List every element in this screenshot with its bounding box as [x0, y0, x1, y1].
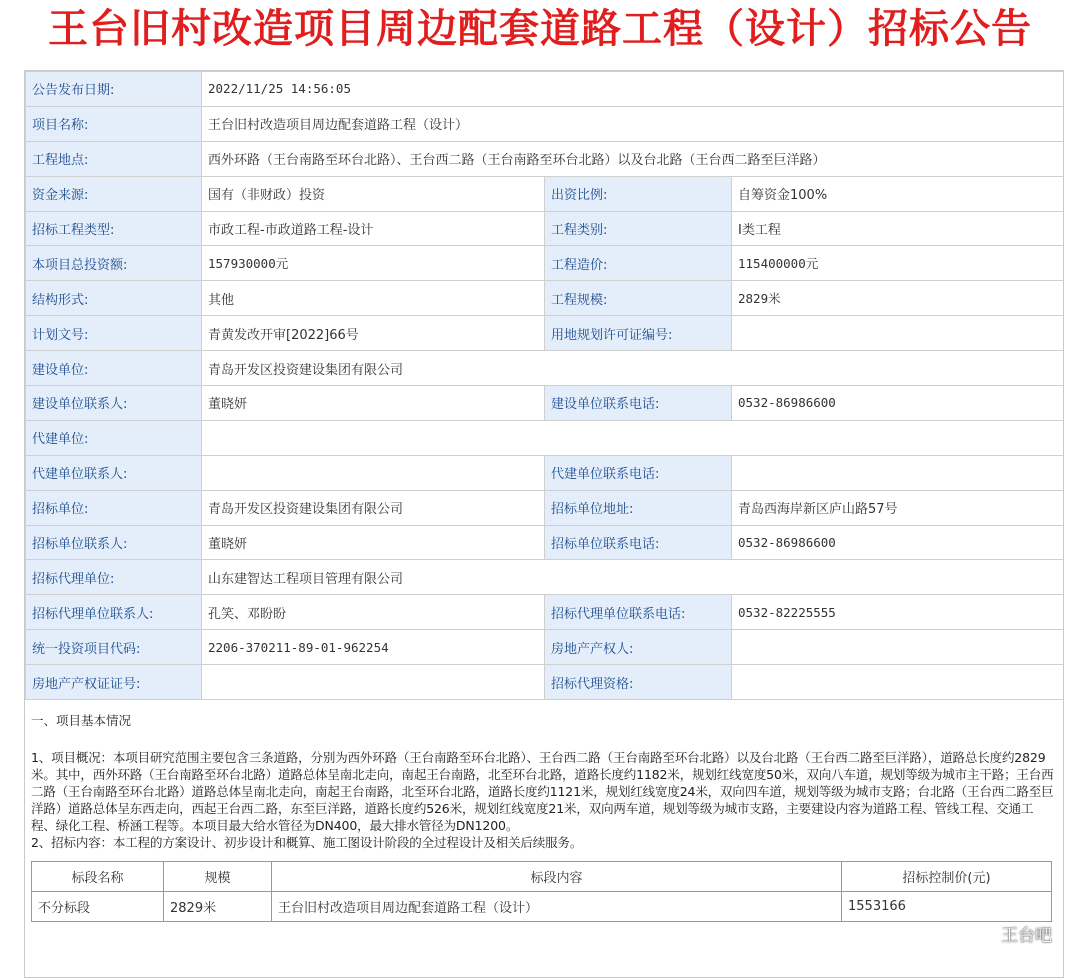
- bid-cell-price: 1553166: [842, 892, 1052, 922]
- info-row: [26, 176, 1065, 211]
- field-label: 招标单位联系人:: [26, 525, 202, 560]
- field-value: 孔笑、邓盼盼: [202, 595, 545, 630]
- field-value: 115400000元: [732, 246, 1065, 281]
- field-label: 结构形式:: [26, 281, 202, 316]
- info-row: [26, 106, 1065, 141]
- field-value: 市政工程-市政道路工程-设计: [202, 211, 545, 246]
- field-value: 董晓妍: [202, 525, 545, 560]
- field-value: 青岛西海岸新区庐山路57号: [732, 490, 1065, 525]
- field-value: 2022/11/25 14:56:05: [202, 72, 1065, 107]
- info-row: [26, 281, 1065, 316]
- field-value: 157930000元: [202, 246, 545, 281]
- field-value: 青黄发改开审[2022]66号: [202, 316, 545, 351]
- project-overview-section: [25, 700, 1063, 851]
- field-label: 本项目总投资额:: [26, 246, 202, 281]
- info-row: [26, 72, 1065, 107]
- section-heading: 一、项目基本情况: [31, 713, 132, 729]
- field-label: 招标工程类型:: [26, 211, 202, 246]
- field-label: 工程地点:: [26, 141, 202, 176]
- field-label: 计划文号:: [26, 316, 202, 351]
- field-value: 0532-86986600: [732, 386, 1065, 421]
- field-label: 房地产产权证证号:: [26, 665, 202, 700]
- info-row: [26, 386, 1065, 421]
- page-title: 王台旧村改造项目周边配套道路工程（设计）招标公告: [48, 6, 1032, 52]
- wechat-icon: [975, 924, 997, 942]
- field-value: 2206-370211-89-01-962254: [202, 630, 545, 665]
- field-value: 自筹资金100%: [732, 176, 1065, 211]
- field-value: 西外环路（王台南路至环台北路）、王台西二路（王台南路至环台北路）以及台北路（王台西二路至巨洋路）: [202, 141, 1065, 176]
- bid-header-scale: 规模: [164, 862, 272, 892]
- field-label: 工程类别:: [545, 211, 732, 246]
- field-label: 招标单位联系电话:: [545, 525, 732, 560]
- field-value: 王台旧村改造项目周边配套道路工程（设计）: [202, 106, 1065, 141]
- field-value: 国有（非财政）投资: [202, 176, 545, 211]
- field-value: 青岛开发区投资建设集团有限公司: [202, 490, 545, 525]
- bid-table-row: [32, 892, 1052, 922]
- field-label: 出资比例:: [545, 176, 732, 211]
- field-value: [732, 665, 1065, 700]
- field-label: 招标代理单位联系电话:: [545, 595, 732, 630]
- bid-table-header-row: [32, 862, 1052, 892]
- bid-header-name: 标段名称: [32, 862, 164, 892]
- field-value: Ⅰ类工程: [732, 211, 1065, 246]
- field-value: 0532-86986600: [732, 525, 1065, 560]
- field-value: 0532-82225555: [732, 595, 1065, 630]
- field-value: 2829米: [732, 281, 1065, 316]
- bid-header-content: 标段内容: [272, 862, 842, 892]
- field-label: 建设单位联系人:: [26, 386, 202, 421]
- info-row: [26, 525, 1065, 560]
- info-row: [26, 316, 1065, 351]
- bid-cell-name: 不分标段: [32, 892, 164, 922]
- field-value: 其他: [202, 281, 545, 316]
- info-row: [26, 560, 1065, 595]
- field-value: [732, 630, 1065, 665]
- field-value: 董晓妍: [202, 386, 545, 421]
- field-value: 山东建智达工程项目管理有限公司: [202, 560, 1065, 595]
- field-value: [202, 455, 545, 490]
- info-row: [26, 351, 1065, 386]
- field-label: 建设单位联系电话:: [545, 386, 732, 421]
- info-table: [25, 71, 1064, 700]
- field-label: 招标单位:: [26, 490, 202, 525]
- info-row: [26, 420, 1065, 455]
- bid-cell-content: 王台旧村改造项目周边配套道路工程（设计）: [272, 892, 842, 922]
- info-row: [26, 141, 1065, 176]
- bid-cell-scale: 2829米: [164, 892, 272, 922]
- watermark: [975, 922, 1052, 944]
- info-row: [26, 211, 1065, 246]
- field-label: 招标代理单位:: [26, 560, 202, 595]
- watermark-text: 王台吧: [1001, 925, 1052, 946]
- field-value: [732, 316, 1065, 351]
- field-label: 工程造价:: [545, 246, 732, 281]
- bid-section-table: [31, 861, 1052, 922]
- field-value: [202, 420, 1065, 455]
- info-row: [26, 246, 1065, 281]
- field-label: 招标代理资格:: [545, 665, 732, 700]
- field-label: 招标代理单位联系人:: [26, 595, 202, 630]
- field-label: 代建单位联系人:: [26, 455, 202, 490]
- field-value: 青岛开发区投资建设集团有限公司: [202, 351, 1065, 386]
- field-label: 房地产产权人:: [545, 630, 732, 665]
- info-row: [26, 490, 1065, 525]
- field-label: 代建单位联系电话:: [545, 455, 732, 490]
- field-label: 统一投资项目代码:: [26, 630, 202, 665]
- info-row: [26, 665, 1065, 700]
- field-label: 工程规模:: [545, 281, 732, 316]
- bid-content-paragraph: 2、招标内容：本工程的方案设计、初步设计和概算、施工图设计阶段的全过程设计及相关后续服务。: [31, 835, 583, 851]
- field-label: 招标单位地址:: [545, 490, 732, 525]
- bid-header-price: 招标控制价(元): [842, 862, 1052, 892]
- field-label: 代建单位:: [26, 420, 202, 455]
- info-row: [26, 595, 1065, 630]
- announcement-frame: [24, 70, 1064, 978]
- info-row: [26, 630, 1065, 665]
- field-value: [202, 665, 545, 700]
- field-label: 公告发布日期:: [26, 72, 202, 107]
- project-overview-paragraph: 1、项目概况：本项目研究范围主要包含三条道路，分别为西外环路（王台南路至环台北路）、王台西二路（王台南路至环台北路）以及台北路（王台西二路至巨洋路），道路总长度约2829米。其中，西外环路（王台南路至环台北路）道路总体呈南北走向，南起王台南路，北至环台北路，道路长度约1182米，规划红线宽度50米，双向八车道，规划等级为城市主干路；王台西二路（王台南路至环台北路）道路总体呈南北走向，南起王台南路，北至环台北路，道路长度约1121米，规划红线宽度24米，双向四车道，规划等级为城市支路；台北路（王台西二路至巨洋路）道路总体呈东西走向，西起王台西二路，东至巨洋路，道路长度约526米，规划红线宽度21米，双向两车道，规划等级为城市支路，主要建设内容为道路工程、管线工程、交通工程、绿化工程、桥涵工程等。本项目最大给水管径为DN400，最大排水管径为DN1200。: [31, 750, 1054, 834]
- field-value: [732, 455, 1065, 490]
- field-label: 资金来源:: [26, 176, 202, 211]
- field-label: 建设单位:: [26, 351, 202, 386]
- field-label: 项目名称:: [26, 106, 202, 141]
- info-row: [26, 455, 1065, 490]
- field-label: 用地规划许可证编号:: [545, 316, 732, 351]
